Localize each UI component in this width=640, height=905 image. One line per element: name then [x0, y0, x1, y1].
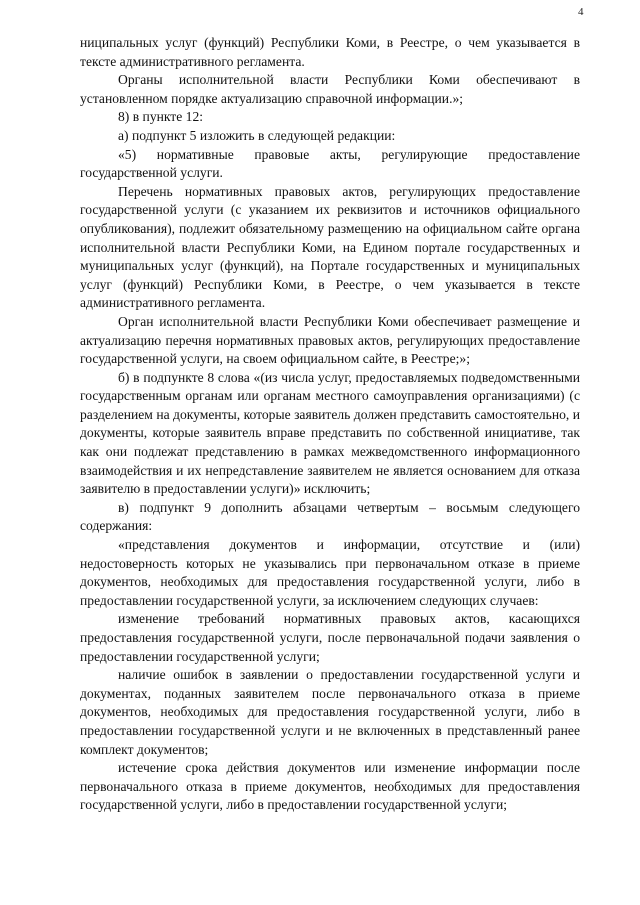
paragraph: в) подпункт 9 дополнить абзацами четвертым – восьмым следующего содержания: [80, 499, 580, 534]
paragraph: Орган исполнительной власти Республики Коми обеспечивает размещение и актуализацию перечня нормативных правовых актов, регулирующих предоставление государственной услуги, на своем официальном сайте, в Реестре;»; [80, 313, 580, 367]
page-number: 4 [578, 6, 584, 18]
paragraph: изменение требований нормативных правовых актов, касающихся предоставления государственной услуги, после первоначальной подачи заявления о предоставлении государственной услуги; [80, 611, 580, 664]
paragraph: «5) нормативные правовые акты, регулирующие предоставление государственной услуги. [80, 146, 580, 181]
paragraph: «представления документов и информации, отсутствие и (или) недостоверность которых не указывались при первоначальном отказе в приеме документов, необходимых для предоставления государственной услуги, либо в предоставлении государственной услуги, за исключением следующих случаев: [80, 537, 580, 608]
paragraph: Перечень нормативных правовых актов, регулирующих предоставление государственной услуги (с указанием их реквизитов и источников официального опубликования), подлежит обязательному размещению на официальном сайте органа исполнительной власти Республики Коми, на Едином портале государственных и муниципальных услуг (функций), на Портале государственных и муниципальных услуг (функций) Республики Коми, в Реестре, о чем указывается в тексте административного регламента. [80, 183, 580, 311]
paragraph: ниципальных услуг (функций) Республики Коми, в Реестре, о чем указывается в тексте административного регламента. [80, 35, 580, 69]
paragraph: истечение срока действия документов или изменение информации после первоначального отказа в приеме документов, необходимых для предоставления государственной услуги, либо в предоставлении государственной услуги; [80, 760, 580, 813]
paragraph: а) подпункт 5 изложить в следующей редакции: [118, 127, 396, 143]
paragraph: 8) в пункте 12: [118, 109, 204, 125]
paragraph: Органы исполнительной власти Республики Коми обеспечивают в установленном порядке актуализацию справочной информации.»; [80, 72, 580, 106]
paragraph: наличие ошибок в заявлении о предоставлении государственной услуги и документах, поданных заявителем после первоначального отказа в приеме документов, необходимых для предоставления государственной услуги, либо в предоставлении государственной услуги и не включенных в представленный ранее комплект документов; [80, 667, 580, 757]
paragraph: б) в подпункте 8 слова «(из числа услуг, предоставляемых подведомственными государственным органам или органам местного самоуправления организациями) (с разделением на документы, которые заявитель должен представить самостоятельно, и документы, которые заявитель вправе представить по собственной инициативе, так как они подлежат представлению в рамках межведомственного информационного взаимодействия и их непредставление заявителем не является основанием для отказа заявителю в предоставлении услуги)» исключить; [80, 369, 580, 497]
document-body [80, 34, 580, 815]
